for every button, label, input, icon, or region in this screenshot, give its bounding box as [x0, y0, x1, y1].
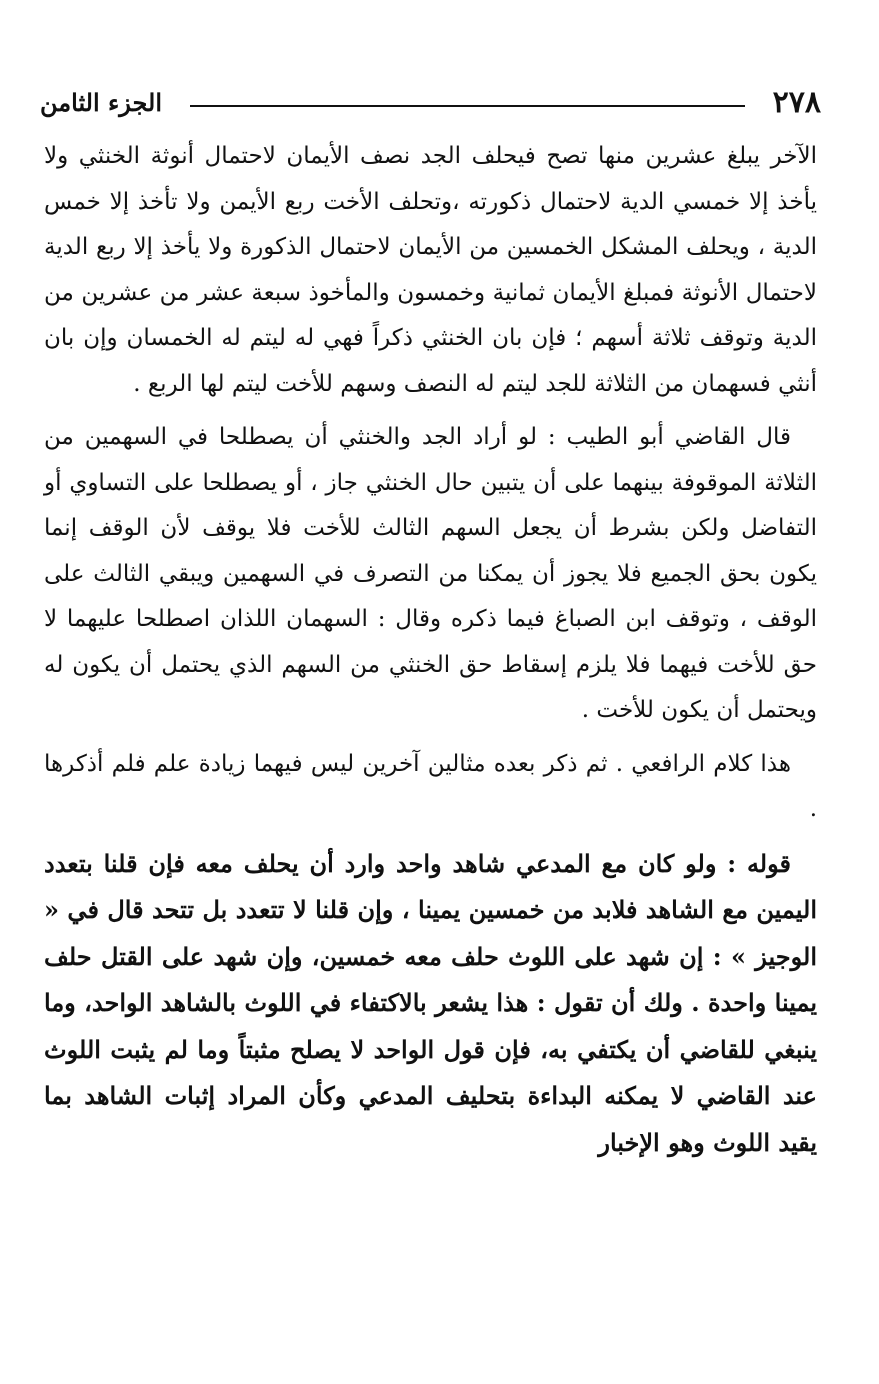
paragraph-gap	[44, 407, 817, 415]
paragraph-1: الآخر يبلغ عشرين منها تصح فيحلف الجد نصف الأيمان لاحتمال أنوثة الخنثي ولا يأخذ إلا خمسي الدية لاحتمال ذكورته ،وتحلف الأخت ربع الأيمن ولا تأخذ إلا خمس الدية ، ويحلف المشكل الخمسين من الأيمان لاحتمال الذكورة ولا يأخذ إلا ربع الدية لاحتمال الأنوثة فمبلغ الأيمان ثمانية وخمسون والمأخوذ سبعة عشر من عشرين من الدية وتوقف ثلاثة أسهم ؛ فإن بان الخنثي ذكراً فهي له ليتم له الخمسان وإن بان أنثي فسهمان من الثلاثة للجد ليتم له النصف وسهم للأخت ليتم لها الربع .	[44, 143, 817, 397]
page-number: ٢٧٨	[772, 84, 821, 120]
paragraph-3: هذا كلام الرافعي . ثم ذكر بعده مثالين آخرين ليس فيهما زيادة علم فلم أذكرها .	[44, 750, 817, 822]
part-title: الجزء الثامن	[40, 87, 163, 117]
paragraph-gap	[44, 833, 817, 841]
header-rule	[190, 105, 745, 107]
paragraph-4-bold-quote: قوله : ولو كان مع المدعي شاهد واحد وارد أن يحلف معه فإن قلنا بتعدد اليمين مع الشاهد فلابد من خمسين يمينا ، وإن قلنا لا تتعدد بل تتحد قال في « الوجيز » : إن شهد على اللوث حلف معه خمسين، وإن شهد على القتل حلف يمينا واحدة . ولك أن تقول : هذا يشعر بالاكتفاء في اللوث بالشاهد الواحد، وما ينبغي للقاضي أن يكتفي به، فإن قول الواحد لا يصلح مثبتاً وما لم يثبت اللوث عند القاضي لا يمكنه البداءة بتحليف المدعي وكأن المراد إثبات الشاهد بما يقيد اللوث وهو الإخبار	[44, 848, 817, 1157]
paragraph-gap	[44, 734, 817, 742]
page-body	[44, 134, 817, 1166]
page-header	[40, 80, 821, 124]
paragraph-2: قال القاضي أبو الطيب : لو أراد الجد والخنثي أن يصطلحا في السهمين من الثلاثة الموقوفة بينهما على أن يتبين حال الخنثي جاز ، أو يصطلحا على التساوي أو التفاضل ولكن بشرط أن يجعل السهم الثالث للأخت فلا يوقف لأن الوقف إنما يكون بحق الجميع فلا يجوز أن يمكنا من التصرف في السهمين ويبقي الثالث على الوقف ، وتوقف ابن الصباغ فيما ذكره وقال : السهمان اللذان اصطلحا عليهما لا حق للأخت فيهما فلا يلزم إسقاط حق الخنثي من السهم الذي يحتمل أن يكون له ويحتمل أن يكون للأخت .	[44, 424, 817, 723]
